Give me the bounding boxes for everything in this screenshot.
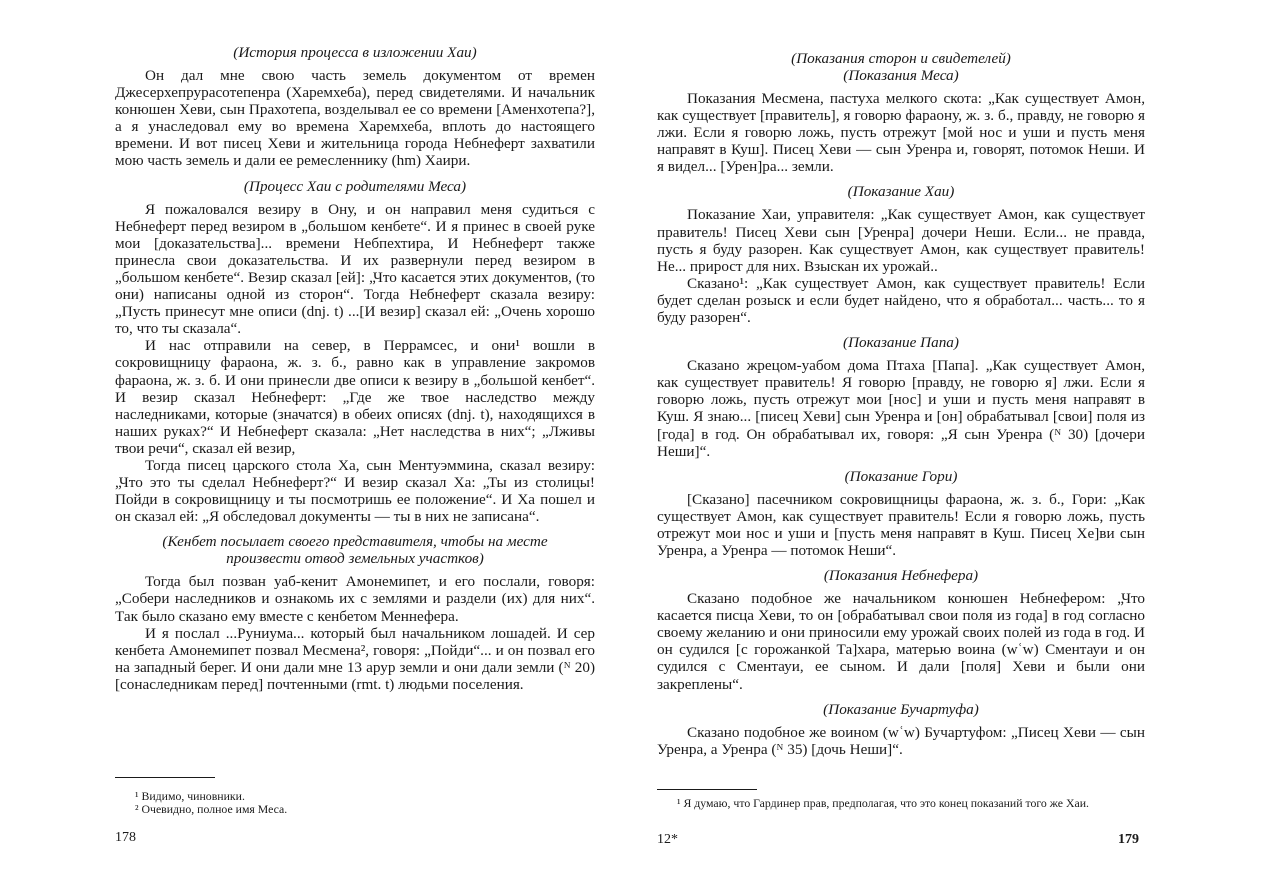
section-heading: (Показание Папа) [843, 334, 959, 352]
page-number: 178 [115, 830, 136, 845]
right-page [632, 0, 1263, 893]
paragraph: [Сказано] пасечником сокровищницы фараона, ж. з. б., Гори: „Как существует Амон, как существует правитель! Если я говорю ложь, пусть отрежут мои нос и уши и [пусть меня направят в Куш. Писец Хе]ви сын Уренра, а Уренра — потомок Неши“. [657, 490, 1145, 559]
paragraph: Сказано¹: „Как существует Амон, как существует правитель! Если будет сделан розыск и если будет найдено, что я обработал... часть... то я буду разорен“. [657, 274, 1145, 327]
section-subheading: (Показания Меса) [843, 67, 959, 84]
left-column [115, 44, 595, 701]
section-testimonies [657, 50, 1145, 175]
right-footnotes [657, 797, 1145, 810]
section-heading: (История процесса в изложении Хаи) [233, 44, 477, 61]
section-gori [657, 468, 1145, 559]
paragraph: Сказано подобное же начальником конюшен Небнефером: „Что касается писца Хеви, то он [обрабатывал свои поля из года] в год согласно своему желанию и они приносили ему урожай своих полей из года в год. И он судился [с горожанкой Та]хара, матерью воина (wʿw) Сментауи и он судился с Сментауи, ее сыном. И дали [поля] Хеви и были они закреплены“. [657, 590, 1145, 693]
paragraph: Я пожаловался везиру в Ону, и он направил меня судиться с Небнеферт перед везиром в „большом кенбете“. И я принес в своей руке мои [доказательства]... времени Небпехтира, И Небнеферт также принесла свои доказательства. И их развернули перед везиром в „большом кенбете“. Везир сказал [ей]: „Что касается этих документов, (то они) написаны одной из сторон“. Тогда Небнеферт сказала везиру: „Пусть принесут мне описи (dnj. t) ...[И везир] сказал ей: „Очень хорошо то, что ты сказала“. [115, 200, 595, 338]
section-buchartuf [657, 701, 1145, 758]
right-column [657, 50, 1145, 766]
section-heading: (Показания сторон и свидетелей) [791, 50, 1011, 67]
section-khai [657, 183, 1145, 326]
footnote-divider [115, 777, 215, 778]
section-heading: (Процесс Хаи с родителями Меса) [243, 177, 467, 195]
paragraph: Показания Месмена, пастуха мелкого скота: „Как существует Амон, как существует [правитель], я говорю фараону, ж. з. б., правду, не говорю я лжи. Если я говорю ложь, пусть отрежут [мой нос и уши и пусть меня направят в Куш]. Писец Хеви — сын Уренра и, говорят, потомок Неши. И я видел... [Урен]ра... земли. [657, 90, 1145, 176]
section-heading: (Показание Хаи) [847, 183, 955, 201]
page-number: 179 [1118, 832, 1139, 847]
signature-mark: 12* [657, 832, 678, 847]
paragraph: И я послал ...Руниума... который был начальником лошадей. И сер кенбета Амонемипет позвал Месмена², говоря: „Пойди“... и он позвал его на западный берег. И они дали мне 13 арур земли и они дали земли (ᴺ 20) [сонаследникам перед] почтенными (rmt. t) людьми поселения. [115, 624, 595, 693]
section-history [115, 44, 595, 170]
paragraph: Показание Хаи, управителя: „Как существует Амон, как существует правитель! Писец Хеви сын [Уренра] дочери Неши. Если... не правда, пусть я буду разорен. Как существует Амон, как существует правитель! Не... прирост для них. Взыскан их урожай.. [657, 206, 1145, 275]
section-papa [657, 334, 1145, 460]
section-kenbet [115, 533, 595, 693]
section-heading: (Показания Небнефера) [823, 567, 979, 585]
paragraph: Сказано подобное же воином (wʿw) Бучартуфом: „Писец Хеви — сын Уренра, а Уренра (ᴺ 35) [дочь Неши]“. [657, 723, 1145, 758]
left-footnotes [135, 790, 595, 816]
footnote: ¹ Видимо, чиновники. [135, 789, 245, 803]
footnote: ¹ Я думаю, что Гардинер прав, предполагая, что это конец показаний того же Хаи. [677, 796, 1089, 810]
section-trial [115, 178, 595, 526]
paragraph: Он дал мне свою часть земель документом от времен Джесерхепрурасотепенра (Харемхеба), перед свидетелями. И начальник конюшен Хеви, сын Прахотепа, возделывал ее со времени [Аменхотепа?], а я унаследовал ему во времена Харемхеба, вплоть до настоящего времени. И вот писец Хеви и жительница города Небнеферт захватили мою часть земель и дали ее ремесленнику (hm) Хаири. [115, 67, 595, 170]
paragraph: И нас отправили на север, в Перрамсес, и они¹ вошли в сокровищницу фараона, ж. з. б., равно как в управление закромов фараона, ж. з. б. И они принесли две описи к везиру в „большой кенбет“. И везир сказал Небнеферт: „Где же твое наследство между наследниками, которые (значатся) в обеих описях (dnj. t), находящихся в наших руках?“ И Небнеферт сказала: „Нет наследства в них“; „Лживы твои речи“, сказал ей везир, [115, 337, 595, 457]
footnote-divider [657, 789, 757, 790]
section-heading: (Кенбет посылает своего представителя, чтобы на месте произвести отвод земельных участков) [162, 533, 548, 568]
section-heading: (Показание Гори) [844, 467, 958, 485]
paragraph: Тогда писец царского стола Ха, сын Ментуэммина, сказал везиру: „Что это ты сделал Небнеферт?“ И везир сказал Ха: „Ты из столицы! Пойди в сокровищницу и ты посмотришь ее положение“. И Ха пошел и он сказал ей: „Я обследовал документы — ты в них не записана“. [115, 456, 595, 526]
footnote: ² Очевидно, полное имя Меса. [135, 802, 288, 816]
paragraph: Сказано жрецом-уабом дома Птаха [Папа]. „Как существует Амон, как существует правитель! Я говорю [правду, не говорю я] лжи. Если я говорю ложь, пусть отрежут мои [нос] и уши и пусть меня направят в Куш. Я знаю... [писец Хеви] сын Уренра и [он] обрабатывал [свои] поля из [года] в год. Он обрабатывал их, говоря: „Я сын Уренра (ᴺ 30) [дочери Неши]“. [657, 357, 1145, 460]
paragraph: Тогда был позван уаб-кенит Амонемипет, и его послали, говоря: „Собери наследников и ознакомь их с землями и раздели (их) для них“. Так было сказано ему вместе с кенбетом Меннефера. [115, 573, 595, 625]
section-nebnefer [657, 567, 1145, 693]
section-heading: (Показание Бучартуфа) [823, 700, 979, 718]
